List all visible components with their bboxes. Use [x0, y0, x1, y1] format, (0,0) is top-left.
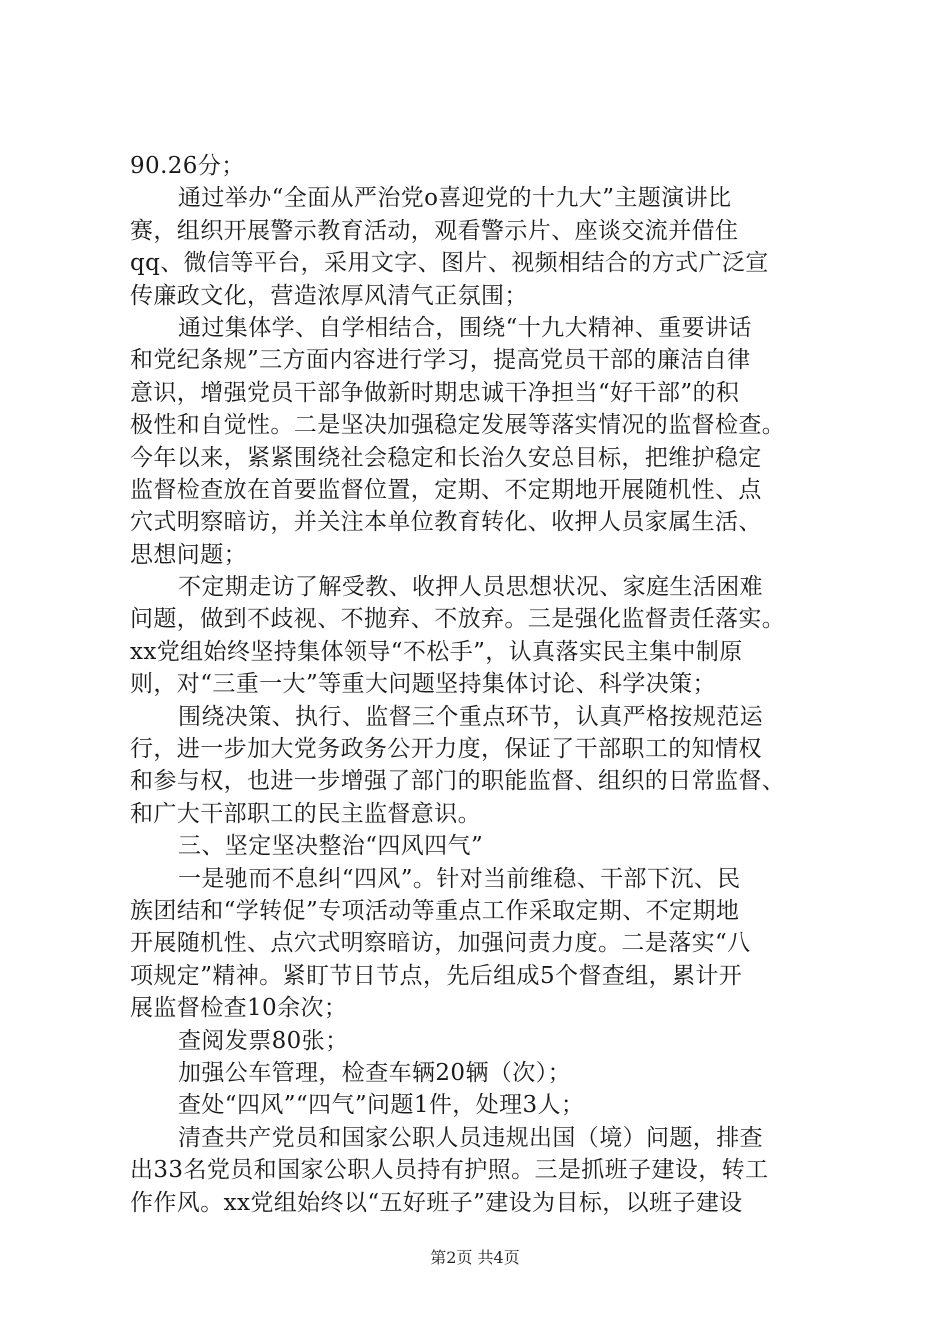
- text-line: 90.26分；: [130, 153, 245, 179]
- text-lines: [130, 150, 830, 1219]
- text-line: 问题，做到不歧视、不抛弃、不放弃。三是强化监督责任落实。: [130, 606, 786, 633]
- text-line: 思想问题；: [130, 541, 247, 568]
- text-line: 赛，组织开展警示教育活动，观看警示片、座谈交流并借住: [130, 217, 739, 244]
- text-line: 出33名党员和国家公职人员持有护照。三是抓班子建设，转工: [130, 1157, 769, 1184]
- text-line: 三、坚定坚决整治“四风四气”: [178, 833, 484, 860]
- text-line: 加强公车管理，检查车辆20辆（次）；: [178, 1059, 571, 1086]
- text-line: 今年以来，紧紧围绕社会稳定和长治久安总目标，把维护稳定: [130, 444, 762, 471]
- text-line: 则，对“三重一大”等重大问题坚持集体讨论、科学决策；: [130, 671, 716, 698]
- text-line: 通过集体学、自学相结合，围绕“十九大精神、重要讲话: [178, 314, 752, 341]
- text-line: 和参与权，也进一步增强了部门的职能监督、组织的日常监督、: [130, 768, 786, 795]
- text-line: 穴式明察暗访，并关注本单位教育转化、收押人员家属生活、: [130, 509, 762, 536]
- text-line: 行，进一步加大党务政务公开力度，保证了干部职工的知情权: [130, 736, 762, 763]
- text-line: 监督检查放在首要监督位置，定期、不定期地开展随机性、点: [130, 476, 762, 503]
- text-line: xx党组始终坚持集体领导“不松手”，认真落实民主集中制原: [130, 638, 743, 665]
- text-line: 项规定”精神。紧盯节日节点，先后组成5个督查组，累计开: [130, 962, 743, 989]
- text-line: 和党纪条规”三方面内容进行学习，提高党员干部的廉洁自律: [130, 347, 751, 374]
- text-line: 通过举办“全面从严治党ο喜迎党的十九大”主题演讲比: [178, 185, 732, 212]
- text-line: 族团结和“学转促”专项活动等重点工作采取定期、不定期地: [130, 897, 740, 924]
- text-line: 极性和自觉性。二是坚决加强稳定发展等落实情况的监督检查。: [130, 412, 786, 439]
- page-footer: 第2页 共4页: [430, 1248, 520, 1267]
- text-line: 查处“四风”“四气”问题1件，处理3人；: [178, 1092, 585, 1119]
- text-line: 查阅发票80张；: [178, 1027, 349, 1054]
- text-line: 展监督检查10余次；: [130, 995, 348, 1022]
- text-line: 和广大干部职工的民主监督意识。: [130, 800, 481, 827]
- text-line: 不定期走访了解受教、收押人员思想状况、家庭生活困难: [178, 574, 763, 601]
- text-line: 清查共产党员和国家公职人员违规出国（境）问题，排查: [178, 1124, 763, 1151]
- text-line: 开展随机性、点穴式明察暗访，加强问责力度。二是落实“八: [130, 930, 751, 957]
- text-line: 一是驰而不息纠“四风”。针对当前维稳、干部下沉、民: [178, 865, 741, 892]
- document-body: [130, 150, 830, 1219]
- text-line: 作作风。xx党组始终以“五好班子”建设为目标，以班子建设: [130, 1189, 743, 1216]
- text-line: 传廉政文化，营造浓厚风清气正氛围；: [130, 282, 528, 309]
- text-line: 围绕决策、执行、监督三个重点环节，认真严格按规范运: [178, 703, 763, 730]
- text-line: 意识，增强党员干部争做新时期忠诚干净担当“好干部”的积: [130, 379, 740, 406]
- text-line: qq、微信等平台，采用文字、图片、视频相结合的方式广泛宣: [130, 250, 769, 277]
